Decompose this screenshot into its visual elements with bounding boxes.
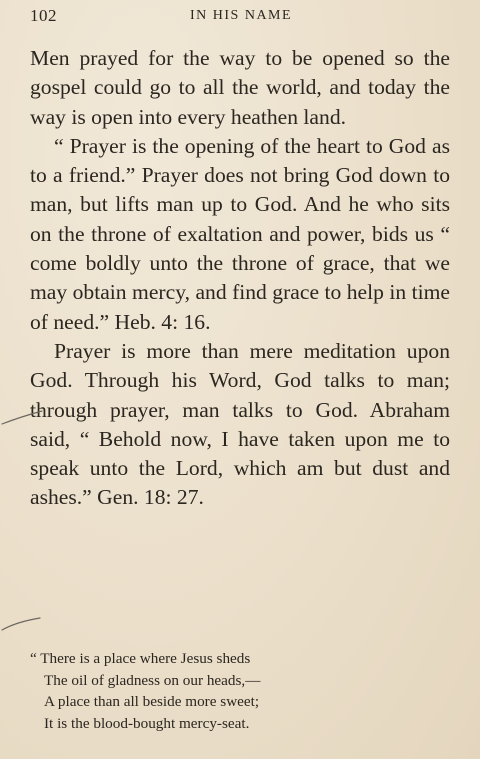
- verse-line-2: The oil of gladness on our heads,—: [44, 671, 261, 689]
- running-head: [30, 6, 450, 30]
- body-text: [30, 44, 450, 513]
- page-number: 102: [30, 6, 57, 25]
- verse-line-3: A place than all beside more sweet;: [44, 693, 260, 710]
- verse-line-4: It is the blood-bought mercy-seat.: [44, 714, 250, 732]
- paragraph-1: Men prayed for the way to be opened so the gospel could go to all the world, and today the way is open into every heathen land.: [30, 46, 450, 129]
- pencil-mark: [0, 614, 44, 634]
- pencil-mark: [0, 408, 44, 428]
- hymn-verse: [30, 648, 450, 734]
- paragraph-2: “ Prayer is the opening of the heart to God as to a friend.” Prayer does not bring God down to man, but lifts man up to God. And he who sits on the throne of exaltation and power, bids us “ come boldly unto the throne of grace, that we may obtain mercy, and find grace to help in time of need.” Heb. 4: 16.: [30, 133, 450, 334]
- running-title: IN HIS NAME: [190, 8, 293, 23]
- paragraph-3: Prayer is more than mere meditation upon God. Through his Word, God talks to man; through prayer, man talks to God. Abraham said, “ Behold now, I have taken upon me to speak unto the Lord, which am but dust and ashes.” Gen. 18: 27.: [30, 338, 450, 510]
- verse-line-1: “ There is a place where Jesus sheds: [30, 650, 251, 667]
